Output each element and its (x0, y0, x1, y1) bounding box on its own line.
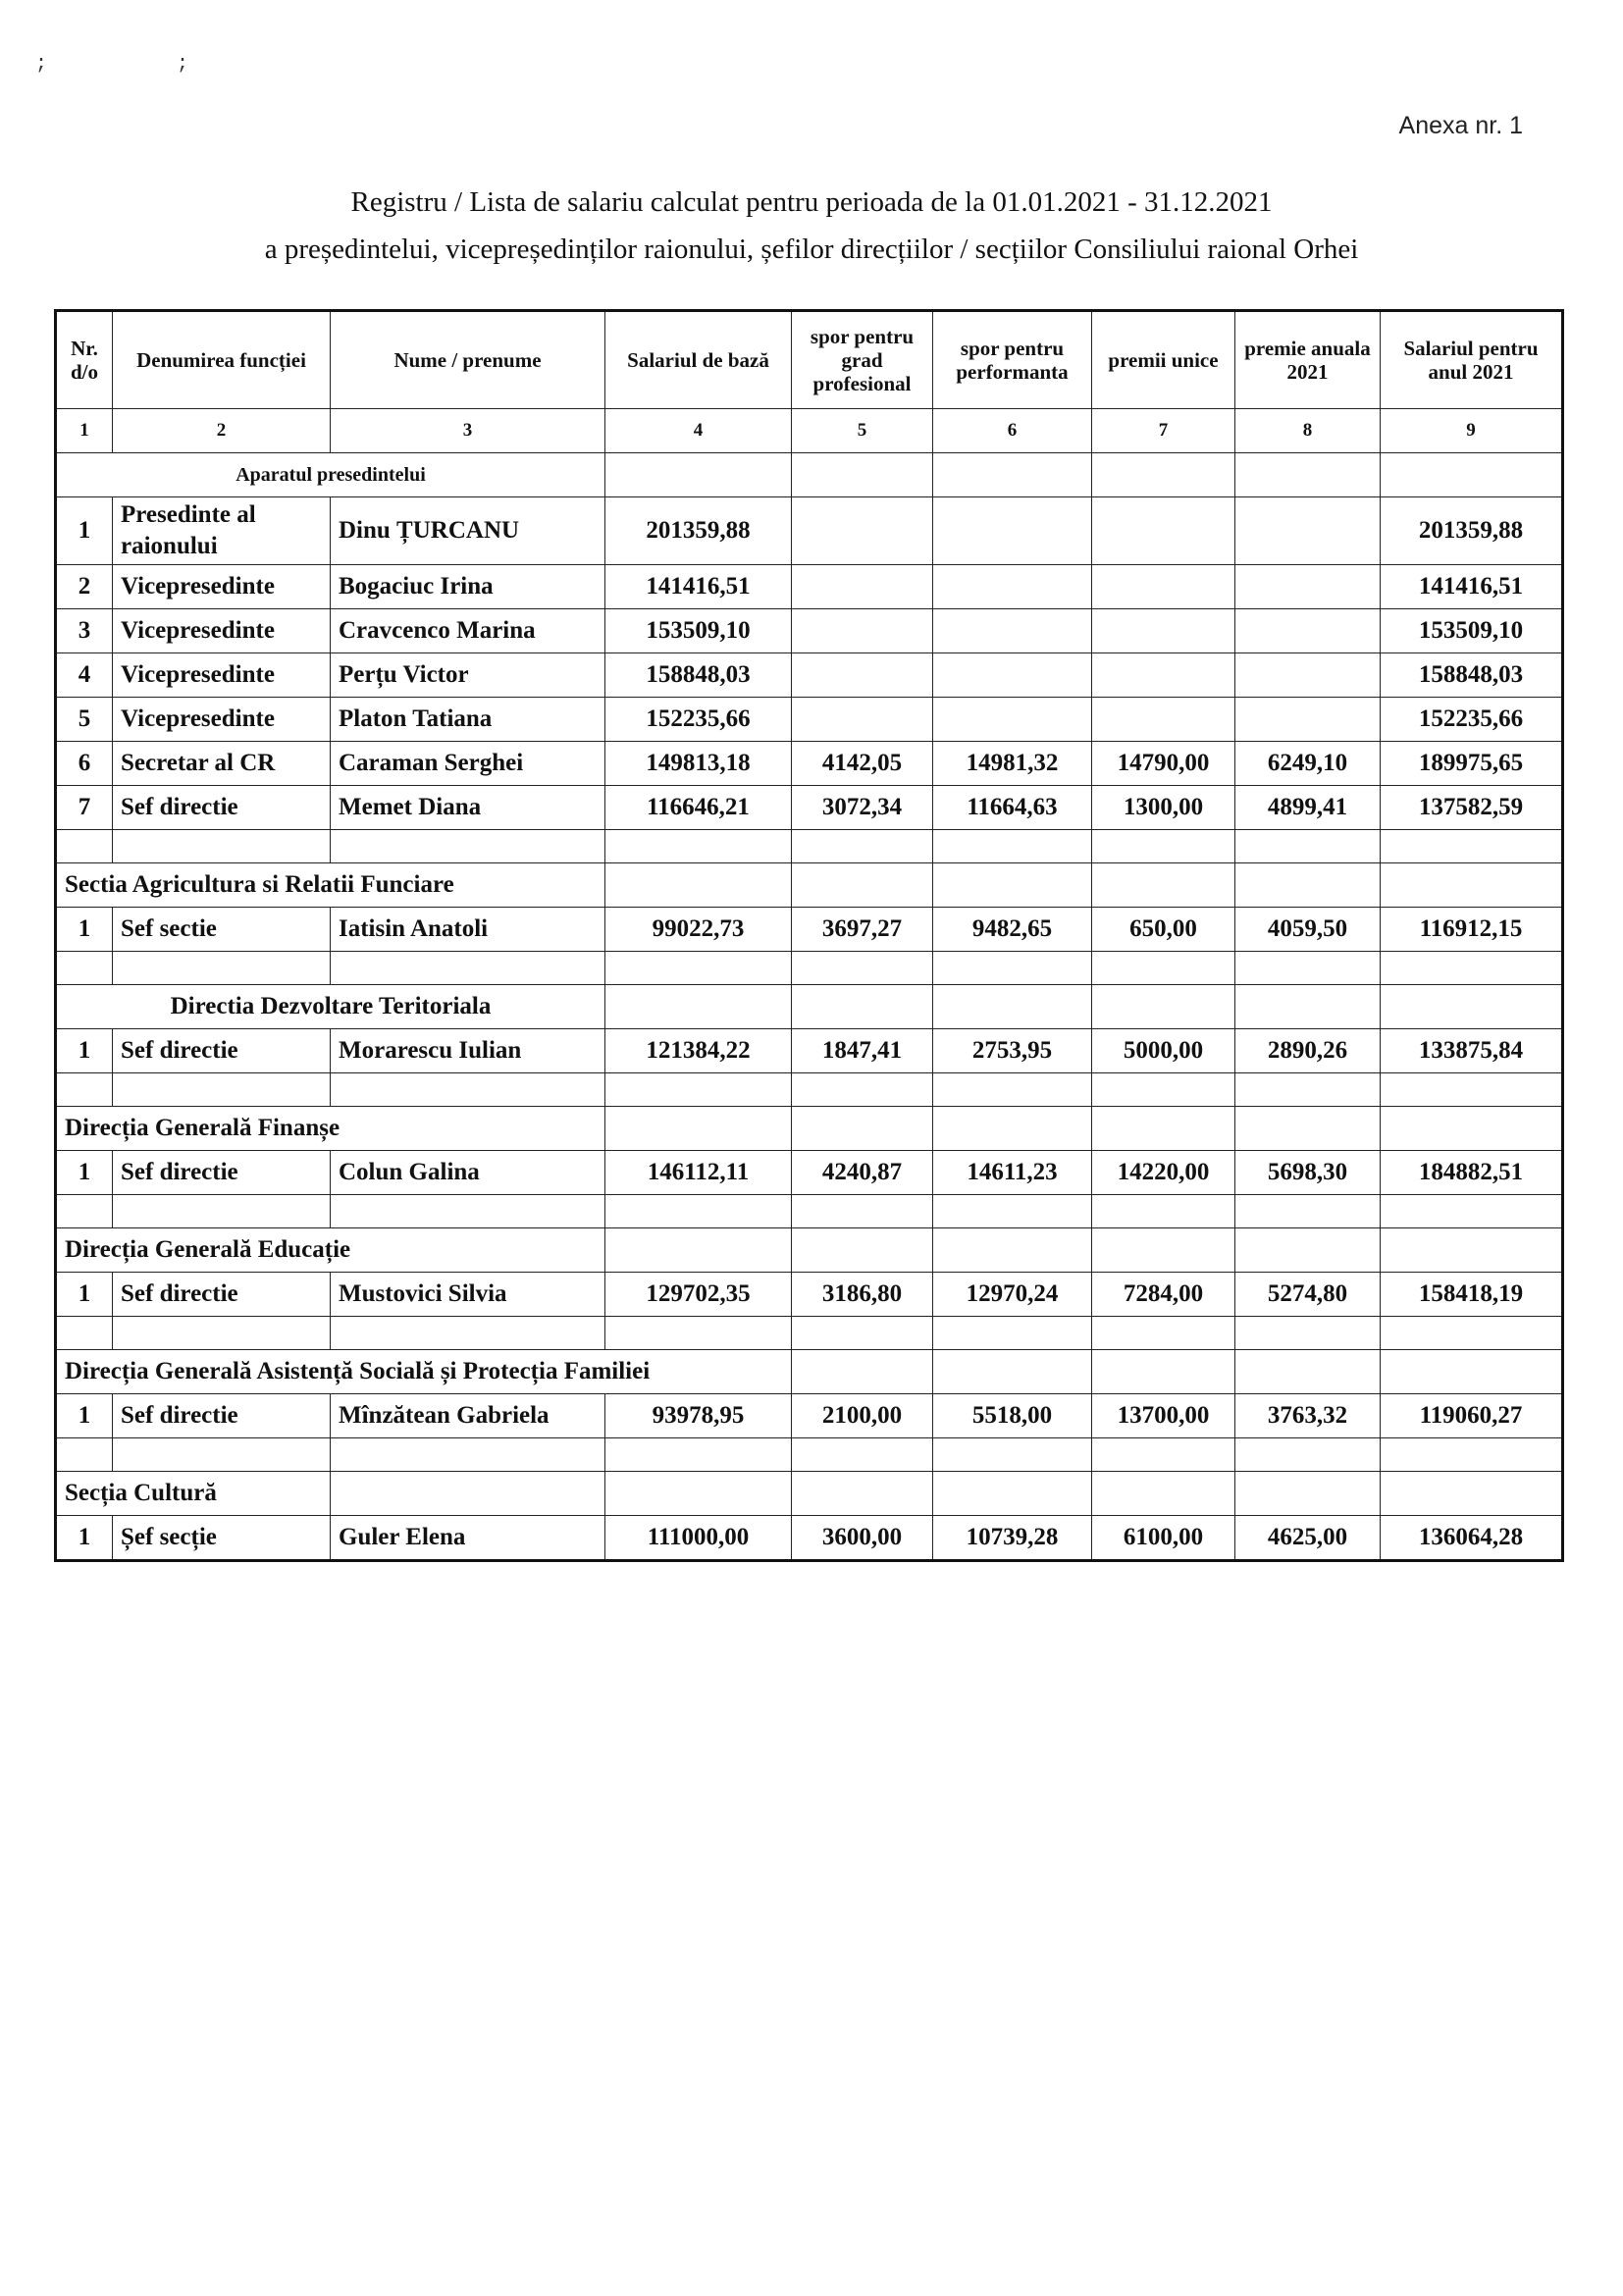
one-time-bonus-cell: 650,00 (1092, 908, 1235, 952)
total-salary-cell: 152235,66 (1381, 698, 1563, 742)
header-base-salary: Salariul de bază (605, 311, 792, 409)
document-title: Registru / Lista de salariu calculat pentru perioada de la 01.01.2021 - 31.12.2021 (350, 186, 1273, 218)
section-title: Direcția Generală Finanșe (56, 1107, 605, 1151)
salary-register-table (54, 309, 1564, 1562)
name-cell: Mustovici Silvia (331, 1273, 605, 1317)
one-time-bonus-cell: 7284,00 (1092, 1273, 1235, 1317)
header-total-salary: Salariul pentru anul 2021 (1381, 311, 1563, 409)
annual-bonus-cell: 3763,32 (1235, 1394, 1381, 1438)
function-cell: Sef sectie (113, 908, 331, 952)
one-time-bonus-cell: 14220,00 (1092, 1151, 1235, 1195)
header-name: Nume / prenume (331, 311, 605, 409)
column-number: 7 (1092, 409, 1235, 453)
header-row (56, 311, 1563, 409)
grade-bonus-cell: 3072,34 (792, 786, 933, 830)
function-cell: Sef directie (113, 1394, 331, 1438)
row-number: 1 (56, 1029, 113, 1073)
table-row (56, 653, 1563, 698)
table-row (56, 1273, 1563, 1317)
grade-bonus-cell: 3600,00 (792, 1516, 933, 1561)
name-cell: Memet Diana (331, 786, 605, 830)
base-salary-cell: 116646,21 (605, 786, 792, 830)
annual-bonus-cell: 4899,41 (1235, 786, 1381, 830)
total-salary-cell: 137582,59 (1381, 786, 1563, 830)
performance-bonus-cell: 2753,95 (933, 1029, 1092, 1073)
section-row (56, 1350, 1563, 1394)
total-salary-cell: 189975,65 (1381, 742, 1563, 786)
name-cell: Guler Elena (331, 1516, 605, 1561)
performance-bonus-cell: 12970,24 (933, 1273, 1092, 1317)
performance-bonus-cell (933, 698, 1092, 742)
header-performance-bonus: spor pentru performanta (933, 311, 1092, 409)
grade-bonus-cell: 4142,05 (792, 742, 933, 786)
row-number: 2 (56, 565, 113, 609)
total-salary-cell: 133875,84 (1381, 1029, 1563, 1073)
section-row (56, 1107, 1563, 1151)
function-cell: Sef directie (113, 786, 331, 830)
function-cell: Secretar al CR (113, 742, 331, 786)
name-cell: Caraman Serghei (331, 742, 605, 786)
row-number: 1 (56, 1516, 113, 1561)
section-row (56, 1228, 1563, 1273)
performance-bonus-cell: 10739,28 (933, 1516, 1092, 1561)
grade-bonus-cell (792, 609, 933, 653)
one-time-bonus-cell: 13700,00 (1092, 1394, 1235, 1438)
base-salary-cell: 111000,00 (605, 1516, 792, 1561)
total-salary-cell: 158418,19 (1381, 1273, 1563, 1317)
column-number: 4 (605, 409, 792, 453)
function-cell: Șef secție (113, 1516, 331, 1561)
function-cell: Presedinte al raionului (113, 497, 331, 565)
row-number: 7 (56, 786, 113, 830)
base-salary-cell: 149813,18 (605, 742, 792, 786)
row-number: 1 (56, 1151, 113, 1195)
section-row (56, 863, 1563, 908)
one-time-bonus-cell (1092, 698, 1235, 742)
function-cell: Sef directie (113, 1151, 331, 1195)
table-row (56, 1394, 1563, 1438)
column-number: 1 (56, 409, 113, 453)
table-row (56, 742, 1563, 786)
blank-row (56, 1438, 1563, 1472)
one-time-bonus-cell (1092, 497, 1235, 565)
blank-row (56, 830, 1563, 863)
table-row (56, 1029, 1563, 1073)
one-time-bonus-cell: 14790,00 (1092, 742, 1235, 786)
name-cell: Cravcenco Marina (331, 609, 605, 653)
section-title: Secția Cultură (56, 1472, 331, 1516)
row-number: 5 (56, 698, 113, 742)
total-salary-cell: 136064,28 (1381, 1516, 1563, 1561)
total-salary-cell: 116912,15 (1381, 908, 1563, 952)
row-number: 1 (56, 497, 113, 565)
performance-bonus-cell (933, 609, 1092, 653)
blank-row (56, 952, 1563, 985)
grade-bonus-cell (792, 565, 933, 609)
function-cell: Vicepresedinte (113, 653, 331, 698)
total-salary-cell: 201359,88 (1381, 497, 1563, 565)
header-function: Denumirea funcției (113, 311, 331, 409)
base-salary-cell: 141416,51 (605, 565, 792, 609)
table-row (56, 565, 1563, 609)
function-cell: Vicepresedinte (113, 698, 331, 742)
base-salary-cell: 129702,35 (605, 1273, 792, 1317)
column-number: 3 (331, 409, 605, 453)
performance-bonus-cell: 11664,63 (933, 786, 1092, 830)
function-cell: Vicepresedinte (113, 565, 331, 609)
header-grade-bonus: spor pentru grad profesional (792, 311, 933, 409)
row-number: 4 (56, 653, 113, 698)
table-row (56, 1151, 1563, 1195)
grade-bonus-cell (792, 698, 933, 742)
name-cell: Perțu Victor (331, 653, 605, 698)
header-one-time-bonus: premii unice (1092, 311, 1235, 409)
total-salary-cell: 158848,03 (1381, 653, 1563, 698)
annex-label: Anexa nr. 1 (1398, 112, 1523, 139)
base-salary-cell: 121384,22 (605, 1029, 792, 1073)
total-salary-cell: 184882,51 (1381, 1151, 1563, 1195)
base-salary-cell: 152235,66 (605, 698, 792, 742)
scan-marks: ; ; (35, 53, 248, 76)
table-row (56, 609, 1563, 653)
column-number: 9 (1381, 409, 1563, 453)
blank-row (56, 1195, 1563, 1228)
section-row (56, 1472, 1563, 1516)
one-time-bonus-cell (1092, 565, 1235, 609)
blank-row (56, 1073, 1563, 1107)
function-cell: Vicepresedinte (113, 609, 331, 653)
performance-bonus-cell (933, 565, 1092, 609)
table-row (56, 1516, 1563, 1561)
one-time-bonus-cell: 5000,00 (1092, 1029, 1235, 1073)
grade-bonus-cell (792, 497, 933, 565)
one-time-bonus-cell (1092, 609, 1235, 653)
name-cell: Dinu ȚURCANU (331, 497, 605, 565)
annual-bonus-cell: 5698,30 (1235, 1151, 1381, 1195)
total-salary-cell: 153509,10 (1381, 609, 1563, 653)
row-number: 1 (56, 1273, 113, 1317)
section-title: Direcția Generală Educație (56, 1228, 605, 1273)
document-subtitle: a președintelui, vicepreședinților raionului, șefilor direcțiilor / secțiilor Consiliului raional Orhei (264, 234, 1359, 265)
section-row (56, 985, 1563, 1029)
header-annual-bonus: premie anuala 2021 (1235, 311, 1381, 409)
table-row (56, 497, 1563, 565)
grade-bonus-cell (792, 653, 933, 698)
table-row (56, 908, 1563, 952)
one-time-bonus-cell: 6100,00 (1092, 1516, 1235, 1561)
table-row (56, 698, 1563, 742)
function-cell: Sef directie (113, 1029, 331, 1073)
row-number: 1 (56, 908, 113, 952)
base-salary-cell: 99022,73 (605, 908, 792, 952)
performance-bonus-cell: 14611,23 (933, 1151, 1092, 1195)
section-title: Sectia Agricultura si Relatii Funciare (56, 863, 605, 908)
name-cell: Morarescu Iulian (331, 1029, 605, 1073)
base-salary-cell: 93978,95 (605, 1394, 792, 1438)
name-cell: Mînzătean Gabriela (331, 1394, 605, 1438)
grade-bonus-cell: 3186,80 (792, 1273, 933, 1317)
column-number: 5 (792, 409, 933, 453)
one-time-bonus-cell: 1300,00 (1092, 786, 1235, 830)
blank-row (56, 1317, 1563, 1350)
performance-bonus-cell: 5518,00 (933, 1394, 1092, 1438)
annual-bonus-cell (1235, 497, 1381, 565)
row-number: 6 (56, 742, 113, 786)
section-title: Directia Dezvoltare Teritoriala (56, 985, 605, 1029)
grade-bonus-cell: 3697,27 (792, 908, 933, 952)
name-cell: Colun Galina (331, 1151, 605, 1195)
annual-bonus-cell (1235, 653, 1381, 698)
annual-bonus-cell: 2890,26 (1235, 1029, 1381, 1073)
column-number: 6 (933, 409, 1092, 453)
column-number: 2 (113, 409, 331, 453)
annual-bonus-cell: 4059,50 (1235, 908, 1381, 952)
annual-bonus-cell: 6249,10 (1235, 742, 1381, 786)
total-salary-cell: 119060,27 (1381, 1394, 1563, 1438)
grade-bonus-cell: 4240,87 (792, 1151, 933, 1195)
one-time-bonus-cell (1092, 653, 1235, 698)
performance-bonus-cell: 9482,65 (933, 908, 1092, 952)
header-nr: Nr. d/o (56, 311, 113, 409)
section-title: Aparatul presedintelui (56, 453, 605, 497)
name-cell: Iatisin Anatoli (331, 908, 605, 952)
section-title: Direcția Generală Asistență Socială și Protecția Familiei (56, 1350, 792, 1394)
base-salary-cell: 153509,10 (605, 609, 792, 653)
annual-bonus-cell: 5274,80 (1235, 1273, 1381, 1317)
grade-bonus-cell: 1847,41 (792, 1029, 933, 1073)
base-salary-cell: 201359,88 (605, 497, 792, 565)
base-salary-cell: 158848,03 (605, 653, 792, 698)
name-cell: Platon Tatiana (331, 698, 605, 742)
column-number-row (56, 409, 1563, 453)
performance-bonus-cell (933, 653, 1092, 698)
annual-bonus-cell (1235, 565, 1381, 609)
annual-bonus-cell (1235, 609, 1381, 653)
total-salary-cell: 141416,51 (1381, 565, 1563, 609)
annual-bonus-cell (1235, 698, 1381, 742)
column-number: 8 (1235, 409, 1381, 453)
grade-bonus-cell: 2100,00 (792, 1394, 933, 1438)
section-row (56, 453, 1563, 497)
row-number: 1 (56, 1394, 113, 1438)
name-cell: Bogaciuc Irina (331, 565, 605, 609)
base-salary-cell: 146112,11 (605, 1151, 792, 1195)
performance-bonus-cell: 14981,32 (933, 742, 1092, 786)
function-cell: Sef directie (113, 1273, 331, 1317)
performance-bonus-cell (933, 497, 1092, 565)
table-row (56, 786, 1563, 830)
annual-bonus-cell: 4625,00 (1235, 1516, 1381, 1561)
row-number: 3 (56, 609, 113, 653)
